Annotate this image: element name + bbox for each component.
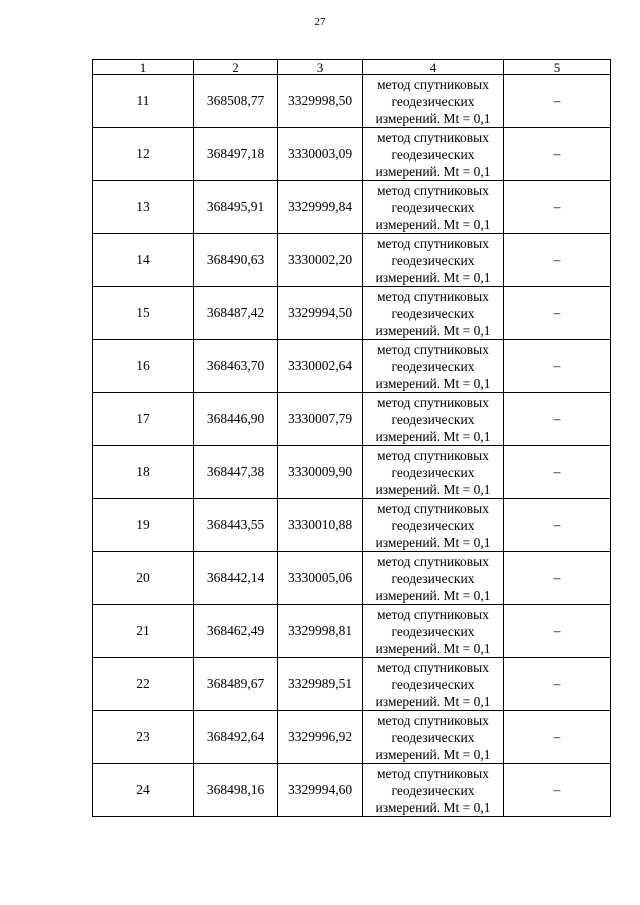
- method-line: метод спутниковых: [377, 394, 489, 410]
- header-col-3: 3: [278, 60, 363, 75]
- table-row: [93, 234, 611, 287]
- note-cell: –: [504, 287, 611, 340]
- method-line: измерений. Mt = 0,1: [375, 746, 491, 762]
- y-coordinate-cell: 3330009,90: [278, 446, 363, 499]
- x-coordinate-cell: 368508,77: [194, 75, 278, 128]
- y-coordinate-cell: 3329994,60: [278, 764, 363, 817]
- method-line: метод спутниковых: [377, 659, 489, 675]
- method-line: измерений. Mt = 0,1: [375, 428, 491, 444]
- table-row: [93, 287, 611, 340]
- method-line: измерений. Mt = 0,1: [375, 534, 491, 550]
- method-line: геодезических: [391, 464, 475, 480]
- note-cell: –: [504, 711, 611, 764]
- y-coordinate-cell: 3329998,81: [278, 605, 363, 658]
- y-coordinate-cell: 3329989,51: [278, 658, 363, 711]
- note-cell: –: [504, 75, 611, 128]
- point-number-cell: 19: [93, 499, 194, 552]
- note-cell: –: [504, 128, 611, 181]
- y-coordinate-cell: 3330003,09: [278, 128, 363, 181]
- method-cell: [363, 234, 504, 287]
- method-line: геодезических: [391, 93, 475, 109]
- x-coordinate-cell: 368497,18: [194, 128, 278, 181]
- table-row: [93, 75, 611, 128]
- point-number-cell: 11: [93, 75, 194, 128]
- table-row: [93, 499, 611, 552]
- x-coordinate-cell: 368446,90: [194, 393, 278, 446]
- method-line: метод спутниковых: [377, 606, 489, 622]
- note-cell: –: [504, 552, 611, 605]
- note-cell: –: [504, 181, 611, 234]
- header-col-2: 2: [194, 60, 278, 75]
- header-col-5: 5: [504, 60, 611, 75]
- method-line: геодезических: [391, 199, 475, 215]
- method-line: измерений. Mt = 0,1: [375, 587, 491, 603]
- method-line: метод спутниковых: [377, 553, 489, 569]
- table-row: [93, 658, 611, 711]
- coordinates-table: [92, 59, 611, 817]
- y-coordinate-cell: 3330007,79: [278, 393, 363, 446]
- point-number-cell: 20: [93, 552, 194, 605]
- method-line: метод спутниковых: [377, 500, 489, 516]
- method-line: геодезических: [391, 570, 475, 586]
- point-number-cell: 17: [93, 393, 194, 446]
- note-cell: –: [504, 446, 611, 499]
- point-number-cell: 13: [93, 181, 194, 234]
- point-number-cell: 18: [93, 446, 194, 499]
- point-number-cell: 14: [93, 234, 194, 287]
- table-row: [93, 181, 611, 234]
- method-cell: [363, 446, 504, 499]
- method-cell: [363, 764, 504, 817]
- point-number-cell: 24: [93, 764, 194, 817]
- method-line: измерений. Mt = 0,1: [375, 481, 491, 497]
- note-cell: –: [504, 393, 611, 446]
- point-number-cell: 23: [93, 711, 194, 764]
- header-col-4: 4: [363, 60, 504, 75]
- point-number-cell: 16: [93, 340, 194, 393]
- table-header: [93, 60, 611, 75]
- y-coordinate-cell: 3330010,88: [278, 499, 363, 552]
- point-number-cell: 12: [93, 128, 194, 181]
- method-cell: [363, 605, 504, 658]
- header-row: [93, 60, 611, 75]
- method-line: метод спутниковых: [377, 235, 489, 251]
- point-number-cell: 21: [93, 605, 194, 658]
- method-line: измерений. Mt = 0,1: [375, 216, 491, 232]
- x-coordinate-cell: 368487,42: [194, 287, 278, 340]
- header-col-1: 1: [93, 60, 194, 75]
- point-number-cell: 15: [93, 287, 194, 340]
- method-line: измерений. Mt = 0,1: [375, 693, 491, 709]
- y-coordinate-cell: 3330002,64: [278, 340, 363, 393]
- note-cell: –: [504, 658, 611, 711]
- table-row: [93, 605, 611, 658]
- table-body: [93, 75, 611, 817]
- method-line: измерений. Mt = 0,1: [375, 110, 491, 126]
- x-coordinate-cell: 368447,38: [194, 446, 278, 499]
- table-row: [93, 711, 611, 764]
- page-number: 27: [314, 16, 326, 28]
- method-line: метод спутниковых: [377, 182, 489, 198]
- method-line: метод спутниковых: [377, 76, 489, 92]
- x-coordinate-cell: 368443,55: [194, 499, 278, 552]
- method-line: геодезических: [391, 146, 475, 162]
- method-line: метод спутниковых: [377, 341, 489, 357]
- method-cell: [363, 658, 504, 711]
- method-line: геодезических: [391, 305, 475, 321]
- y-coordinate-cell: 3329996,92: [278, 711, 363, 764]
- table-row: [93, 128, 611, 181]
- table-row: [93, 764, 611, 817]
- note-cell: –: [504, 234, 611, 287]
- y-coordinate-cell: 3329999,84: [278, 181, 363, 234]
- method-cell: [363, 340, 504, 393]
- method-cell: [363, 287, 504, 340]
- method-cell: [363, 711, 504, 764]
- table-row: [93, 446, 611, 499]
- method-line: измерений. Mt = 0,1: [375, 269, 491, 285]
- x-coordinate-cell: 368498,16: [194, 764, 278, 817]
- table-row: [93, 552, 611, 605]
- note-cell: –: [504, 340, 611, 393]
- method-cell: [363, 499, 504, 552]
- method-line: геодезических: [391, 252, 475, 268]
- method-line: геодезических: [391, 517, 475, 533]
- method-line: измерений. Mt = 0,1: [375, 640, 491, 656]
- method-cell: [363, 181, 504, 234]
- method-line: метод спутниковых: [377, 712, 489, 728]
- x-coordinate-cell: 368462,49: [194, 605, 278, 658]
- method-line: геодезических: [391, 782, 475, 798]
- method-line: геодезических: [391, 729, 475, 745]
- y-coordinate-cell: 3330002,20: [278, 234, 363, 287]
- y-coordinate-cell: 3329994,50: [278, 287, 363, 340]
- table-row: [93, 393, 611, 446]
- method-line: геодезических: [391, 623, 475, 639]
- method-cell: [363, 552, 504, 605]
- x-coordinate-cell: 368490,63: [194, 234, 278, 287]
- method-line: метод спутниковых: [377, 129, 489, 145]
- method-line: геодезических: [391, 358, 475, 374]
- note-cell: –: [504, 499, 611, 552]
- y-coordinate-cell: 3329998,50: [278, 75, 363, 128]
- method-line: метод спутниковых: [377, 765, 489, 781]
- method-line: измерений. Mt = 0,1: [375, 375, 491, 391]
- method-cell: [363, 393, 504, 446]
- method-line: геодезических: [391, 411, 475, 427]
- note-cell: –: [504, 764, 611, 817]
- x-coordinate-cell: 368442,14: [194, 552, 278, 605]
- method-cell: [363, 75, 504, 128]
- method-line: геодезических: [391, 676, 475, 692]
- method-line: измерений. Mt = 0,1: [375, 322, 491, 338]
- x-coordinate-cell: 368489,67: [194, 658, 278, 711]
- table-row: [93, 340, 611, 393]
- x-coordinate-cell: 368492,64: [194, 711, 278, 764]
- method-cell: [363, 128, 504, 181]
- method-line: измерений. Mt = 0,1: [375, 799, 491, 815]
- point-number-cell: 22: [93, 658, 194, 711]
- x-coordinate-cell: 368495,91: [194, 181, 278, 234]
- method-line: измерений. Mt = 0,1: [375, 163, 491, 179]
- note-cell: –: [504, 605, 611, 658]
- method-line: метод спутниковых: [377, 288, 489, 304]
- y-coordinate-cell: 3330005,06: [278, 552, 363, 605]
- method-line: метод спутниковых: [377, 447, 489, 463]
- x-coordinate-cell: 368463,70: [194, 340, 278, 393]
